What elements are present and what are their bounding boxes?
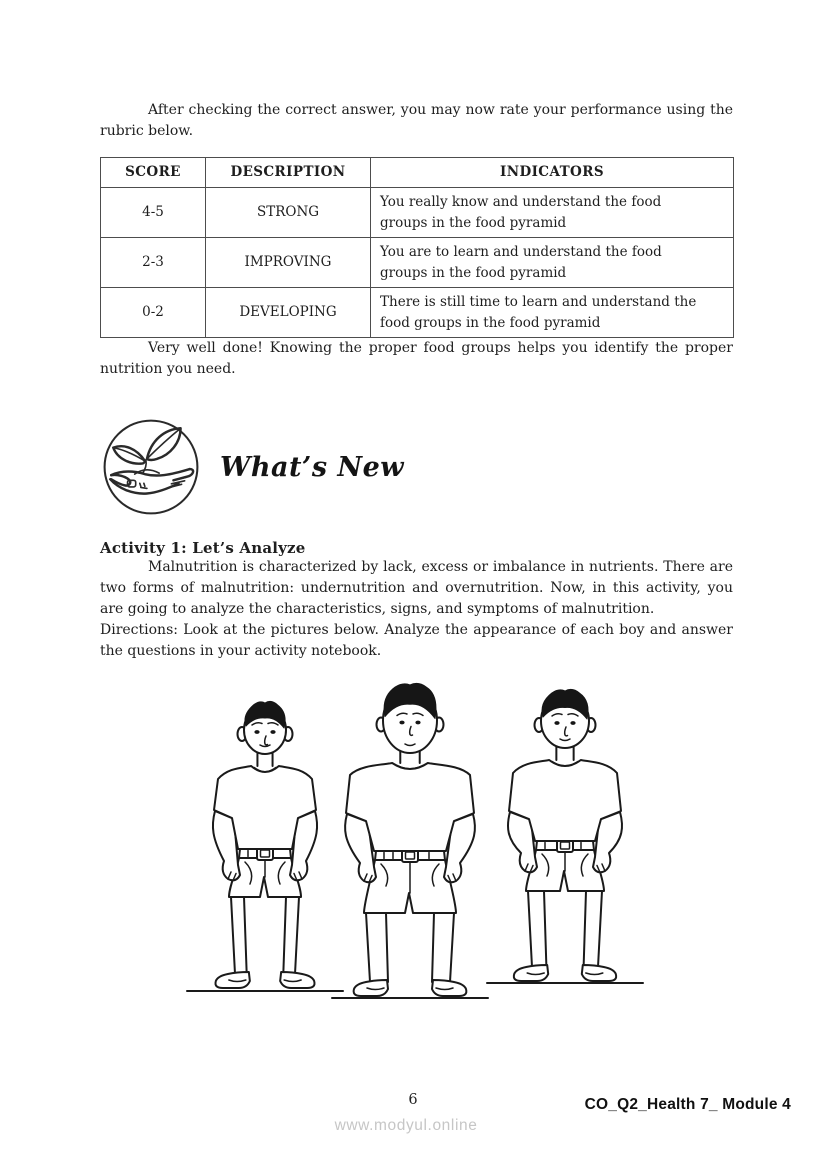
- indicators-cell: There is still time to learn and understand the food groups in the food pyramid: [371, 288, 734, 338]
- rubric-header-row: [101, 158, 734, 188]
- praise-paragraph: Very well done! Knowing the proper food groups helps you identify the proper nutrition you need.: [100, 340, 733, 377]
- activity-intro-paragraph: Malnutrition is characterized by lack, excess or imbalance in nutrients. There are two forms of malnutrition: undernutrition and overnutrition. Now, in this activity, you are going to analyze the characteristics, signs, and symptoms of malnutrition.: [100, 559, 733, 617]
- thin-boy-figure: [187, 701, 343, 991]
- description-cell: STRONG: [206, 188, 371, 238]
- description-header: DESCRIPTION: [206, 158, 371, 188]
- table-row: [101, 288, 734, 338]
- three-boys-illustration: [172, 673, 662, 1008]
- activity-title: Activity 1: Let’s Analyze: [100, 539, 306, 557]
- average-boy-figure: [487, 689, 643, 983]
- directions-paragraph: Directions: Look at the pictures below. Analyze the appearance of each boy and answer the questions in your activity notebook.: [100, 622, 733, 659]
- table-row: [101, 188, 734, 238]
- whats-new-heading: What’s New: [220, 451, 405, 483]
- module-label: CO_Q2_Health 7_ Module 4: [584, 1096, 791, 1113]
- hand-holding-seedling-icon: [100, 416, 202, 518]
- watermark: www.modyul.online: [334, 1117, 478, 1134]
- score-header: SCORE: [101, 158, 206, 188]
- description-cell: DEVELOPING: [206, 288, 371, 338]
- indicators-cell: You are to learn and understand the food groups in the food pyramid: [371, 238, 734, 288]
- indicators-header: INDICATORS: [371, 158, 734, 188]
- overweight-boy-figure: [332, 683, 488, 998]
- score-cell: 4-5: [101, 188, 206, 238]
- score-cell: 0-2: [101, 288, 206, 338]
- rubric-table: [100, 157, 734, 338]
- table-row: [101, 238, 734, 288]
- page-number: 6: [408, 1092, 418, 1108]
- whats-new-section: [100, 416, 733, 518]
- description-cell: IMPROVING: [206, 238, 371, 288]
- score-cell: 2-3: [101, 238, 206, 288]
- intro-paragraph: After checking the correct answer, you may now rate your performance using the rubric below.: [100, 102, 733, 139]
- indicators-cell: You really know and understand the food groups in the food pyramid: [371, 188, 734, 238]
